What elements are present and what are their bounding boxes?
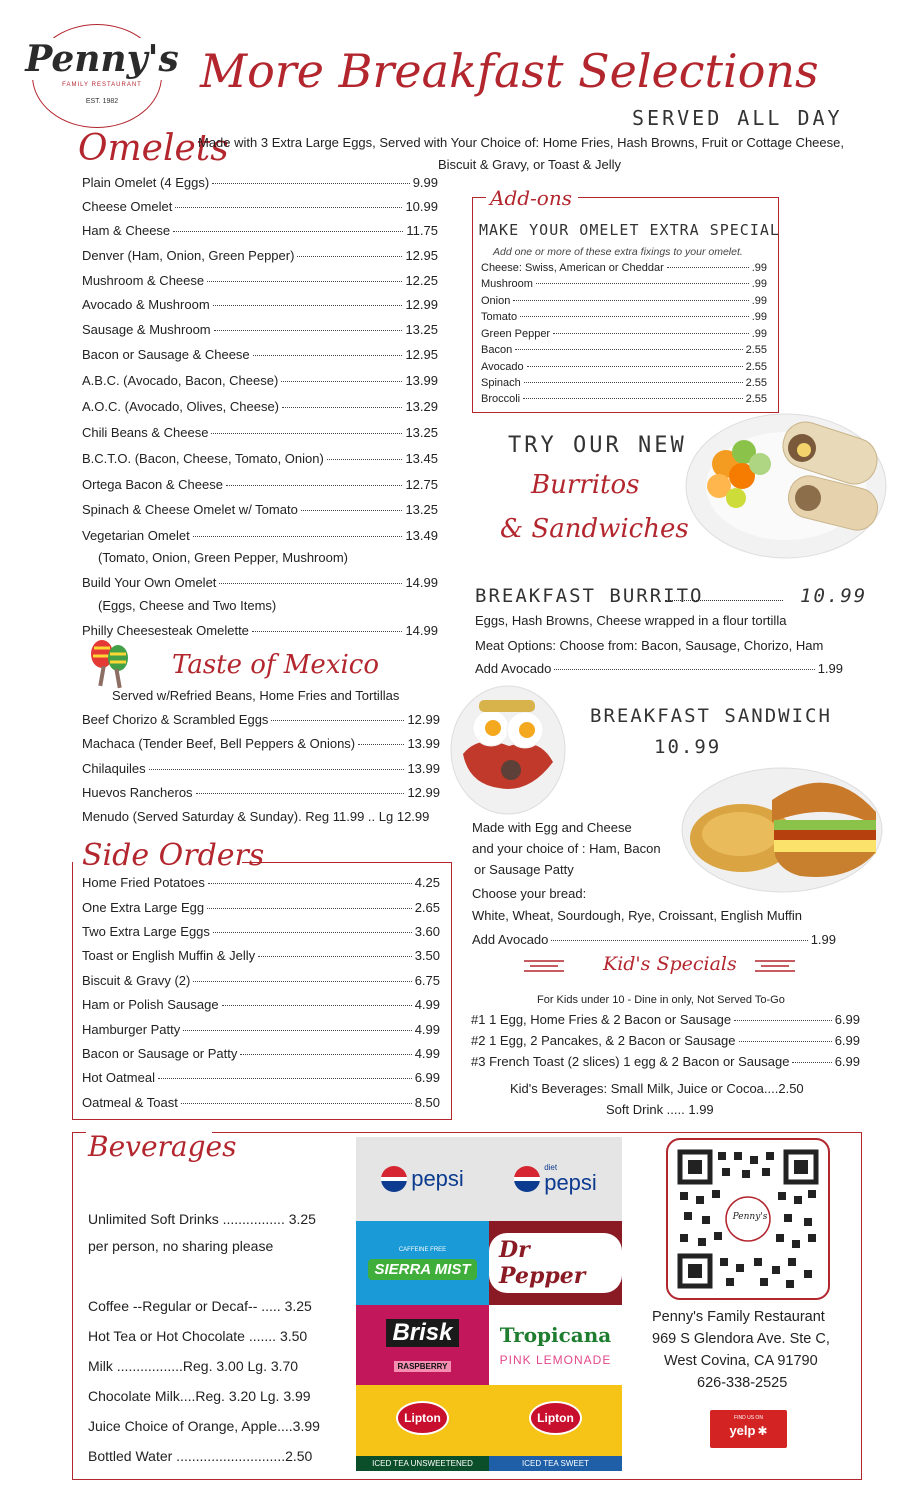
brand-tile-tropicana: Tropicana PINK LEMONADE xyxy=(489,1305,622,1385)
restaurant-name: Penny's Family Restaurant xyxy=(652,1309,825,1325)
omelets-description-line2: Biscuit & Gravy, or Toast & Jelly xyxy=(438,157,622,172)
menu-item-note: (Eggs, Cheese and Two Items) xyxy=(98,598,277,613)
addon-item: Bacon 2.55 xyxy=(481,344,767,356)
menu-item: Biscuit & Gravy (2) 6.75 xyxy=(82,973,440,988)
menu-item: Bacon or Sausage or Patty 4.99 xyxy=(82,1046,440,1061)
addon-item: Tomato .99 xyxy=(481,311,767,323)
burrito-addon: Add Avocado 1.99 xyxy=(475,661,843,676)
qr-code[interactable] xyxy=(666,1138,830,1300)
menu-item: Oatmeal & Toast 8.50 xyxy=(82,1095,440,1110)
menu-item: Cheese Omelet 10.99 xyxy=(82,199,438,214)
menu-item: Hot Oatmeal 6.99 xyxy=(82,1070,440,1085)
kids-item: #1 1 Egg, Home Fries & 2 Bacon or Sausage 6.99 xyxy=(471,1012,860,1027)
menu-item: A.O.C. (Avocado, Olives, Cheese) 13.29 xyxy=(82,399,438,414)
burrito-desc-line1: Eggs, Hash Browns, Cheese wrapped in a flour tortilla xyxy=(475,613,787,628)
menu-item: Mushroom & Cheese 12.25 xyxy=(82,273,438,288)
kids-note: For Kids under 10 - Dine in only, Not Served To-Go xyxy=(537,994,785,1006)
sandwich-desc-line2: and your choice of : Ham, Bacon xyxy=(472,841,661,856)
pepsi-logo-icon xyxy=(381,1166,407,1192)
yelp-badge[interactable] xyxy=(710,1410,787,1448)
mexico-title: Taste of Mexico xyxy=(172,650,380,680)
menu-item: Philly Cheesesteak Omelette 14.99 xyxy=(82,623,438,638)
sandwich-desc-line3: or Sausage Patty xyxy=(474,862,574,877)
beverage-item: Chocolate Milk....Reg. 3.20 Lg. 3.99 xyxy=(88,1388,311,1404)
beverage-item: Bottled Water ............................2.50 xyxy=(88,1448,313,1464)
brand-tile-lipton-unsweetened: Lipton ICED TEA UNSWEETENED xyxy=(356,1385,489,1471)
menu-item: Huevos Rancheros 12.99 xyxy=(82,785,440,800)
soda-brand-grid xyxy=(356,1137,622,1471)
addon-item: Spinach 2.55 xyxy=(481,377,767,389)
menu-item: Menudo (Served Saturday & Sunday). Reg 11.99 .. Lg 12.99 xyxy=(82,809,430,824)
menu-item: Chili Beans & Cheese 13.25 xyxy=(82,425,438,440)
menu-item: One Extra Large Egg 2.65 xyxy=(82,900,440,915)
sides-title: Side Orders xyxy=(82,838,265,873)
kids-beverages: Kid's Beverages: Small Milk, Juice or Cocoa....2.50 xyxy=(510,1081,804,1096)
burrito-price: 10.99 xyxy=(800,585,868,607)
addon-item: Broccoli 2.55 xyxy=(481,393,767,405)
restaurant-address-line1: 969 S Glendora Ave. Ste C, xyxy=(652,1331,830,1347)
menu-item: Ham & Cheese 11.75 xyxy=(82,223,438,238)
menu-item: Denver (Ham, Onion, Green Pepper) 12.95 xyxy=(82,248,438,263)
chilaquiles-plate-image xyxy=(449,684,567,816)
menu-item: Two Extra Large Eggs 3.60 xyxy=(82,924,440,939)
menu-item: Toast or English Muffin & Jelly 3.50 xyxy=(82,948,440,963)
logo-est: EST. 1982 xyxy=(85,98,119,105)
kids-title: Kid's Specials xyxy=(603,953,737,975)
brand-tile-lipton-sweet: Lipton ICED TEA SWEET xyxy=(489,1385,622,1471)
addon-item: Mushroom .99 xyxy=(481,278,767,290)
omelets-title: Omelets xyxy=(78,128,229,169)
brand-tile-dr-pepper: Dr Pepper xyxy=(489,1221,622,1305)
menu-item-note: (Tomato, Onion, Green Pepper, Mushroom) xyxy=(98,550,349,565)
page-subtitle: SERVED ALL DAY xyxy=(632,106,843,130)
omelets-description-line1: Made with 3 Extra Large Eggs, Served with Your Choice of: Home Fries, Hash Browns, Fruit or Cottage Cheese, xyxy=(198,135,844,150)
addons-heading: MAKE YOUR OMELET EXTRA SPECIAL xyxy=(479,221,780,239)
restaurant-address-line2: West Covina, CA 91790 xyxy=(664,1353,818,1369)
restaurant-phone: 626-338-2525 xyxy=(697,1375,788,1391)
pepsi-logo-icon xyxy=(514,1166,540,1192)
beverages-title: Beverages xyxy=(88,1130,237,1163)
page-title: More Breakfast Selections xyxy=(200,44,819,98)
sandwich-bread-options: White, Wheat, Sourdough, Rye, Croissant, English Muffin xyxy=(472,908,802,923)
yelp-wordmark: yelp xyxy=(729,1423,756,1438)
kids-item: #3 French Toast (2 slices) 1 egg & 2 Bacon or Sausage 6.99 xyxy=(471,1054,860,1069)
sandwich-plate-image xyxy=(680,760,885,895)
addon-item: Avocado 2.55 xyxy=(481,361,767,373)
menu-item: Spinach & Cheese Omelet w/ Tomato 13.25 xyxy=(82,502,438,517)
logo-tagline: FAMILY RESTAURANT xyxy=(62,82,142,88)
menu-item: Sausage & Mushroom 13.25 xyxy=(82,322,438,337)
sandwich-price: 10.99 xyxy=(654,736,722,758)
sandwich-addon: Add Avocado 1.99 xyxy=(472,932,836,947)
burrito-heading xyxy=(475,585,868,609)
burrito-desc-line2: Meat Options: Choose from: Bacon, Sausage, Chorizo, Ham xyxy=(475,638,824,653)
logo-text: Penny's xyxy=(25,38,179,80)
burrito-plate-image xyxy=(684,404,889,564)
logo xyxy=(22,38,182,105)
beverage-soft-drinks: Unlimited Soft Drinks ................ 3.25 xyxy=(88,1211,316,1227)
menu-item: Beef Chorizo & Scrambled Eggs 12.99 xyxy=(82,712,440,727)
burrito-title: BREAKFAST BURRITO xyxy=(475,585,704,607)
menu-item: Vegetarian Omelet 13.49 xyxy=(82,528,438,543)
addons-description: Add one or more of these extra fixings to your omelet. xyxy=(493,246,743,258)
brand-tile-pepsi: pepsi xyxy=(356,1137,489,1221)
mexico-subtitle: Served w/Refried Beans, Home Fries and Tortillas xyxy=(112,688,400,703)
menu-item: Build Your Own Omelet 14.99 xyxy=(82,575,438,590)
addon-item: Cheese: Swiss, American or Cheddar .99 xyxy=(481,262,767,274)
addon-item: Green Pepper .99 xyxy=(481,328,767,340)
menu-item: Bacon or Sausage & Cheese 12.95 xyxy=(82,347,438,362)
sandwich-desc-line1: Made with Egg and Cheese xyxy=(472,820,632,835)
promo-line2: Burritos xyxy=(531,470,640,500)
beverage-item: Juice Choice of Orange, Apple....3.99 xyxy=(88,1418,320,1434)
beverage-soft-note: per person, no sharing please xyxy=(88,1238,274,1254)
addons-title: Add-ons xyxy=(490,186,572,210)
brand-tile-diet-pepsi: diet pepsi xyxy=(489,1137,622,1221)
kids-soft-drink: Soft Drink ..... 1.99 xyxy=(606,1102,714,1117)
brand-tile-sierra-mist: CAFFEINE FREE SIERRA MIST xyxy=(356,1221,489,1305)
divider-left-icon xyxy=(524,958,564,972)
sandwich-bread-label: Choose your bread: xyxy=(472,886,587,901)
menu-item: Machaca (Tender Beef, Bell Peppers & Onions) 13.99 xyxy=(82,736,440,751)
menu-item: Avocado & Mushroom 12.99 xyxy=(82,297,438,312)
menu-item: A.B.C. (Avocado, Bacon, Cheese) 13.99 xyxy=(82,373,438,388)
promo-line3: & Sandwiches xyxy=(500,514,689,544)
menu-item: Ortega Bacon & Cheese 12.75 xyxy=(82,477,438,492)
brand-tile-brisk: Brisk RASPBERRY xyxy=(356,1305,489,1385)
qr-logo-text: Penny's xyxy=(732,1212,768,1222)
menu-item: Ham or Polish Sausage 4.99 xyxy=(82,997,440,1012)
maracas-icon xyxy=(88,638,132,690)
menu-item: B.C.T.O. (Bacon, Cheese, Tomato, Onion) 13.45 xyxy=(82,451,438,466)
menu-item: Chilaquiles 13.99 xyxy=(82,761,440,776)
yelp-find-us: FIND US ON xyxy=(734,1415,763,1421)
beverage-item: Coffee --Regular or Decaf-- ..... 3.25 xyxy=(88,1298,312,1314)
yelp-burst-icon: ✱ xyxy=(757,1423,768,1438)
divider-right-icon xyxy=(755,958,795,972)
beverage-item: Hot Tea or Hot Chocolate ....... 3.50 xyxy=(88,1328,308,1344)
menu-item: Plain Omelet (4 Eggs) 9.99 xyxy=(82,175,438,190)
menu-item: Home Fried Potatoes 4.25 xyxy=(82,875,440,890)
sandwich-title: BREAKFAST SANDWICH xyxy=(590,705,832,727)
kids-item: #2 1 Egg, 2 Pancakes, & 2 Bacon or Sausage 6.99 xyxy=(471,1033,860,1048)
promo-line1: TRY OUR NEW xyxy=(508,433,687,458)
menu-item: Hamburger Patty 4.99 xyxy=(82,1022,440,1037)
addon-item: Onion .99 xyxy=(481,295,767,307)
beverage-item: Milk .................Reg. 3.00 Lg. 3.70 xyxy=(88,1358,299,1374)
